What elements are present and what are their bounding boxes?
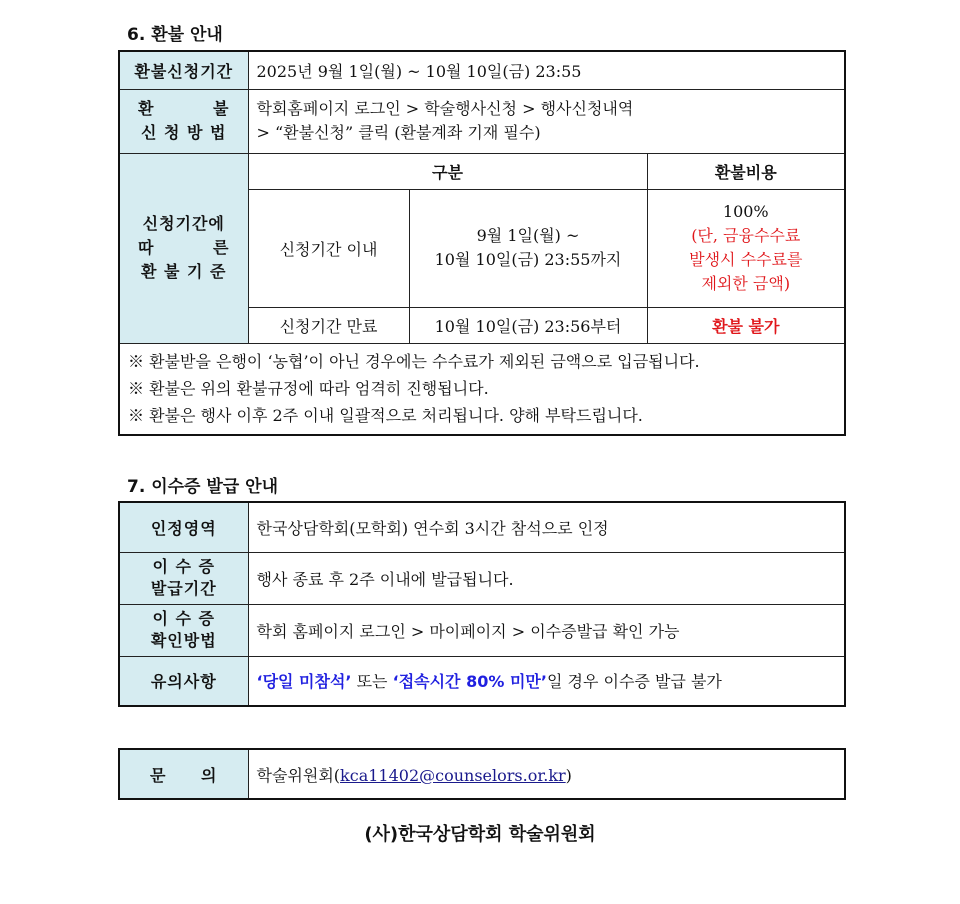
refund-row-expired-status: 신청기간 만료	[248, 307, 409, 343]
refund-note-3: ※ 환불은 행사 이후 2주 이내 일괄적으로 처리됩니다. 양해 부탁드립니다.	[128, 406, 643, 426]
refund-criteria-label-line2: 따 른	[138, 238, 230, 257]
certificate-period-value: 행사 종료 후 2주 이내에 발급됩니다.	[248, 552, 845, 604]
refund-method-label	[119, 89, 248, 153]
refund-table	[118, 50, 846, 436]
refund-criteria-header-row	[119, 153, 845, 189]
refund-row-within-fee	[647, 189, 845, 307]
certificate-check-label-line1: 이 수 증	[152, 609, 215, 628]
refund-row-within-fee-line2: (단, 금융수수료	[691, 226, 801, 245]
refund-note-1: ※ 환불받을 은행이 ‘농협’이 아닌 경우에는 수수료가 제외된 금액으로 입금됩니다.	[128, 352, 700, 372]
refund-notes	[119, 343, 845, 435]
refund-row-within-fee-line4: 제외한 금액)	[701, 274, 791, 293]
certificate-period-label-line1: 이 수 증	[152, 557, 215, 576]
refund-criteria-label	[119, 153, 248, 343]
caution-or: 또는	[351, 672, 393, 692]
certificate-check-label	[119, 604, 248, 656]
certificate-row-area	[119, 502, 845, 552]
certificate-section-title: 7. 이수증 발급 안내	[127, 477, 278, 497]
caution-absent: ‘당일 미참석’	[256, 672, 352, 692]
refund-row-within-fee-line3: 발생시 수수료를	[689, 250, 803, 269]
certificate-caution-value	[248, 656, 845, 706]
certificate-area-label: 인정영역	[119, 502, 248, 552]
refund-row-expired-period: 10월 10일(금) 23:56부터	[409, 307, 647, 343]
refund-notes-row	[119, 343, 845, 435]
refund-criteria-label-line1: 신청기간에	[142, 214, 225, 233]
certificate-check-label-line2: 확인방법	[150, 631, 217, 650]
contact-label: 문 의	[119, 749, 248, 799]
contact-row	[119, 749, 845, 799]
refund-row-within-period-line1: 9월 1일(월) ~	[476, 226, 580, 245]
refund-row-within-fee-line1: 100%	[722, 202, 769, 221]
refund-section-title: 6. 환불 안내	[127, 25, 223, 45]
certificate-caution-label: 유의사항	[119, 656, 248, 706]
refund-note-2: ※ 환불은 위의 환불규정에 따라 엄격히 진행됩니다.	[128, 379, 489, 399]
contact-table	[118, 748, 846, 800]
refund-col-fee: 환불비용	[647, 153, 845, 189]
refund-row-within-status: 신청기간 이내	[248, 189, 409, 307]
certificate-period-label-line2: 발급기간	[150, 579, 217, 598]
contact-suffix: )	[565, 765, 572, 785]
footer-organization: (사)한국상담학회 학술위원회	[364, 824, 596, 845]
refund-period-value: 2025년 9월 1일(월) ~ 10월 10일(금) 23:55	[248, 51, 845, 89]
certificate-period-label	[119, 552, 248, 604]
refund-method-value	[248, 89, 845, 153]
refund-row-expired-fee: 환불 불가	[647, 307, 845, 343]
refund-method-label-line2: 신 청 방 법	[140, 123, 227, 142]
refund-method-line1: 학회홈페이지 로그인 > 학술행사신청 > 행사신청내역	[256, 99, 634, 118]
certificate-area-value: 한국상담학회(모학회) 연수회 3시간 참석으로 인정	[248, 502, 845, 552]
refund-col-category: 구분	[248, 153, 647, 189]
refund-method-line2: > “환불신청” 클릭 (환불계좌 기재 필수)	[256, 123, 541, 142]
caution-result: 일 경우 이수증 발급 불가	[546, 672, 722, 692]
certificate-row-caution	[119, 656, 845, 706]
refund-period-row	[119, 51, 845, 89]
refund-method-row	[119, 89, 845, 153]
refund-row-within-period-line2: 10월 10일(금) 23:55까지	[434, 250, 622, 269]
contact-prefix: 학술위원회(	[256, 765, 341, 785]
caution-time: ‘접속시간 80% 미만’	[392, 672, 547, 692]
certificate-row-period	[119, 552, 845, 604]
refund-method-label-line1: 환 불	[138, 99, 230, 118]
certificate-table	[118, 501, 846, 707]
refund-criteria-label-line3: 환 불 기 준	[140, 262, 227, 281]
contact-value	[248, 749, 845, 799]
refund-row-within-period	[409, 189, 647, 307]
refund-period-label: 환불신청기간	[119, 51, 248, 89]
certificate-check-value: 학회 홈페이지 로그인 > 마이페이지 > 이수증발급 확인 가능	[248, 604, 845, 656]
contact-email-link[interactable]: kca11402@counselors.or.kr	[340, 765, 566, 785]
certificate-row-check	[119, 604, 845, 656]
